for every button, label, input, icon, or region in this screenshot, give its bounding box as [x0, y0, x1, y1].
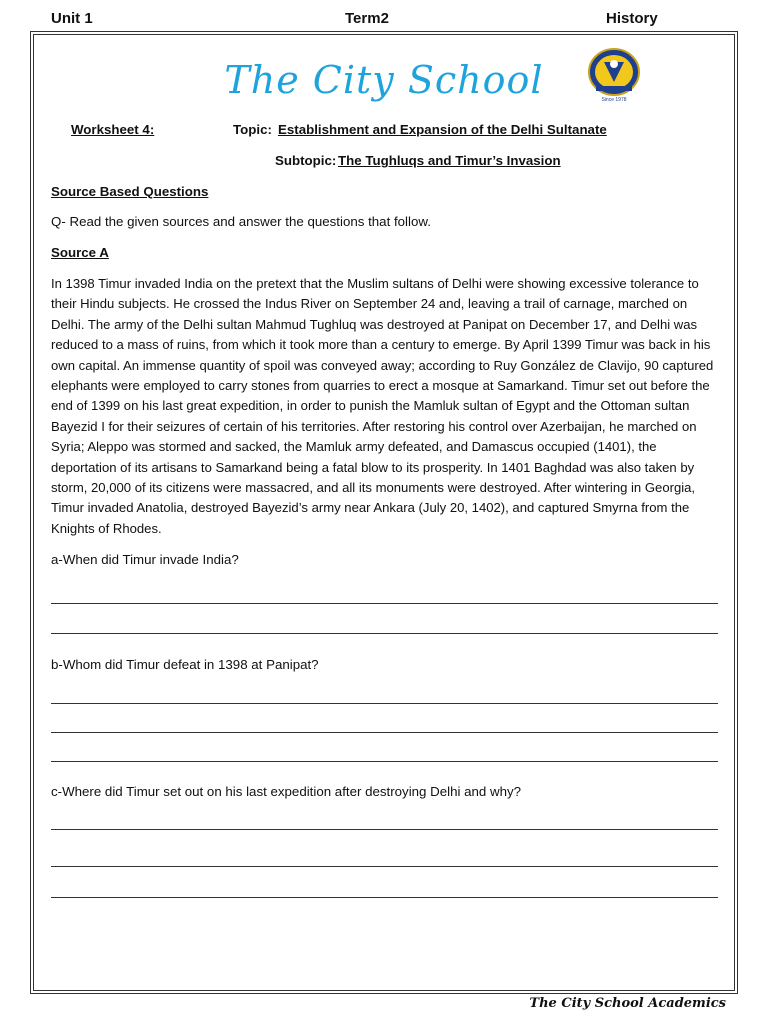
subtopic-label: Subtopic: [275, 153, 337, 168]
city-school-crest-icon [586, 46, 642, 106]
subtopic-value: The Tughluqs and Timur’s Invasion [338, 153, 561, 168]
question-a: a-When did Timur invade India? [51, 552, 239, 567]
header-subject: History [606, 10, 658, 27]
footer-academics: The City School Academics [529, 996, 726, 1011]
answer-line[interactable] [51, 603, 718, 604]
answer-line[interactable] [51, 703, 718, 704]
question-b: b-Whom did Timur defeat in 1398 at Panipat? [51, 657, 319, 672]
header-term: Term2 [345, 10, 389, 27]
section-title: Source Based Questions [51, 184, 209, 199]
source-title: Source A [51, 245, 109, 260]
topic-label: Topic: [233, 122, 272, 137]
answer-line[interactable] [51, 866, 718, 867]
worksheet-label: Worksheet 4: [71, 122, 155, 137]
school-name: The City School [224, 58, 544, 102]
source-a-text: In 1398 Timur invaded India on the pretext that the Muslim sultans of Delhi were showing excessive tolerance to their Hindu subjects. He crossed the Indus River on September 24 and, leaving a trail of carnage, marched on Delhi. The army of the Delhi sultan Mahmud Tughluq was destroyed at Panipat on December 17, and Delhi was reduced to a mass of ruins, from which it took more than a century to emerge. By April 1399 Timur was back in his own capital. An immense quantity of spoil was conveyed away; according to Ruy González de Clavijo, 90 captured elephants were employed to carry stones from quarries to erect a mosque at Samarkand. Timur set out before the end of 1399 on his last great expedition, in order to punish the Mamluk sultan of Egypt and the Ottoman sultan Bayezid I for their seizures of certain of his territories. After restoring his control over Azerbaijan, he marched on Syria; Aleppo was stormed and sacked, the Mamluk army defeated, and Damascus occupied (1401), the deportation of its artisans to Samarkand being a fatal blow to its prosperity. In 1401 Baghdad was also taken by storm, 20,000 of its citizens were massacred, and all its monuments were destroyed. After wintering in Georgia, Timur invaded Anatolia, destroyed Bayezid’s army near Ankara (July 20, 1402), and captured Smyrna from the Knights of Rhodes. [51, 276, 714, 536]
answer-line[interactable] [51, 897, 718, 898]
topic-value: Establishment and Expansion of the Delhi Sultanate [278, 122, 607, 137]
instruction: Q- Read the given sources and answer the questions that follow. [51, 214, 431, 229]
logo-caption: Since 1978 [601, 97, 627, 103]
header-unit: Unit 1 [51, 10, 93, 27]
answer-line[interactable] [51, 633, 718, 634]
answer-line[interactable] [51, 732, 718, 733]
question-c: c-Where did Timur set out on his last expedition after destroying Delhi and why? [51, 784, 522, 799]
answer-line[interactable] [51, 829, 718, 830]
answer-line[interactable] [51, 761, 718, 762]
